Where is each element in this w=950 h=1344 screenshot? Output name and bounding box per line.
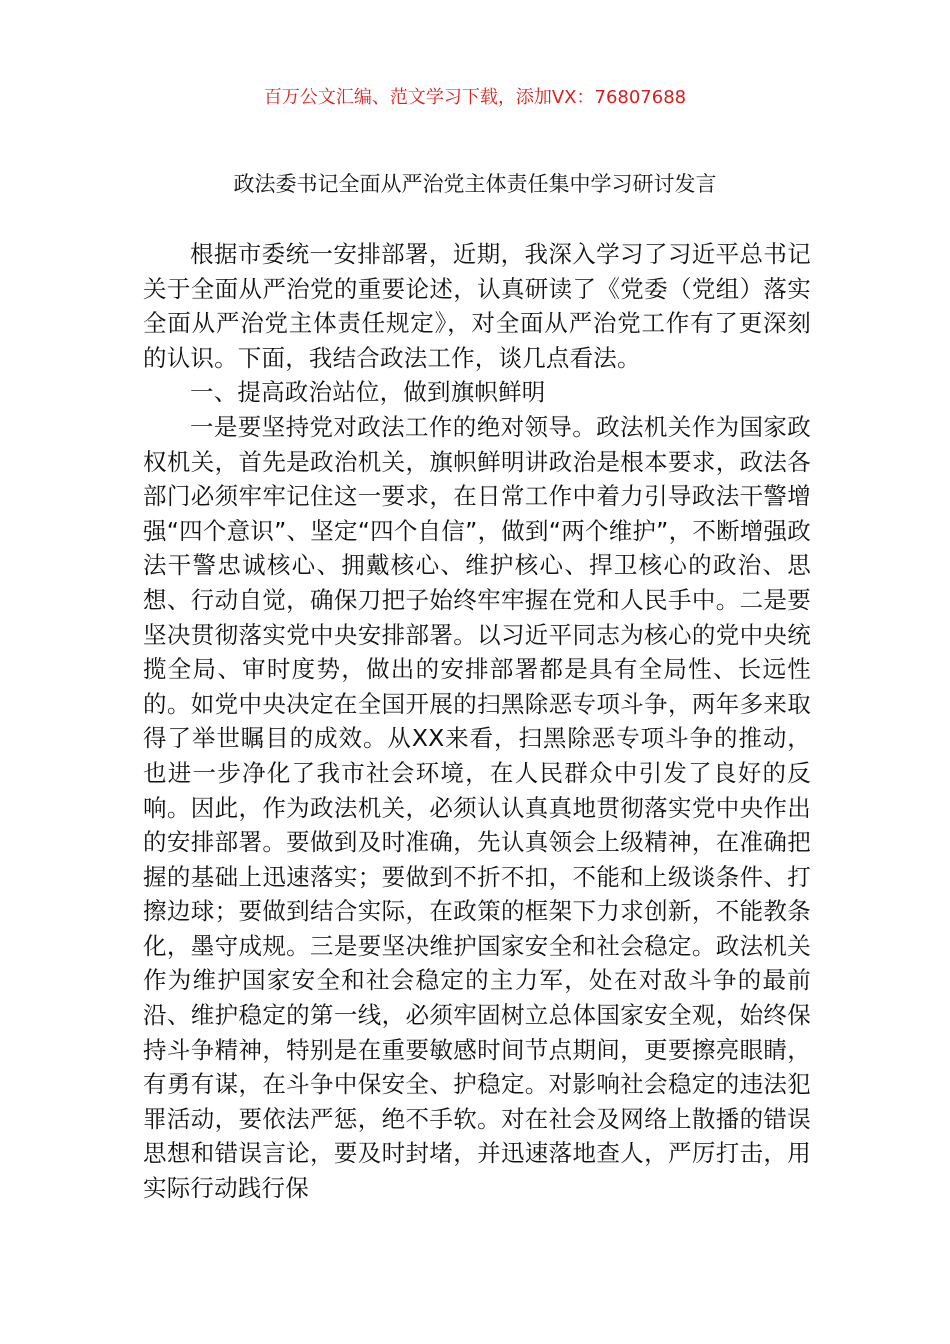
intro-paragraph: 根据市委统一安排部署，近期，我深入学习了习近平总书记关于全面从严治党的重要论述，认真研读了《党委（党组）落实全面从严治党主体责任规定》，对全面从严治党工作有了更深刻的认识。下面，我结合政法工作，谈几点看法。 (143, 240, 811, 372)
document-body (143, 237, 811, 1206)
body-paragraph: 一是要坚持党对政法工作的绝对领导。政法机关作为国家政权机关，首先是政治机关，旗帜鲜明讲政治是根本要求，政法各部门必须牢牢记住这一要求，在日常工作中着力引导政法干警增强“四个意识”、坚定“四个自信”，做到“两个维护”，不断增强政法干警忠诚核心、拥戴核心、维护核心、捍卫核心的政治、思想、行动自觉，确保刀把子始终牢牢握在党和人民手中。二是要坚决贯彻落实党中央安排部署。以习近平同志为核心的党中央统揽全局、审时度势，做出的安排部署都是具有全局性、长远性的。如党中央决定在全国开展的扫黑除恶专项斗争，两年多来取得了举世瞩目的成效。从XX来看，扫黑除恶专项斗争的推动，也进一步净化了我市社会环境，在人民群众中引发了良好的反响。因此，作为政法机关，必须认认真真地贯彻落实党中央作出的安排部署。要做到及时准确，先认真领会上级精神，在准确把握的基础上迅速落实；要做到不折不扣，不能和上级谈条件、打擦边球；要做到结合实际，在政策的框架下力求创新，不能教条化，墨守成规。三是要坚决维护国家安全和社会稳定。政法机关作为维护国家安全和社会稳定的主力军，处在对敌斗争的最前沿、维护稳定的第一线，必须牢固树立总体国家安全观，始终保持斗争精神，特别是在重要敏感时间节点期间，更要擦亮眼睛，有勇有谋，在斗争中保安全、护稳定。对影响社会稳定的违法犯罪活动，要依法严惩，绝不手软。对在社会及网络上散播的错误思想和错误言论，要及时封堵，并迅速落地查人，严厉打击，用实际行动践行保 (143, 412, 811, 1203)
section-heading: 一、提高政治站位，做到旗帜鲜明 (190, 378, 546, 407)
watermark-banner: 百万公文汇编、范文学习下载，添加VX：76807688 (263, 87, 687, 108)
document-title: 政法委书记全面从严治党主体责任集中学习研讨发言 (233, 172, 717, 196)
